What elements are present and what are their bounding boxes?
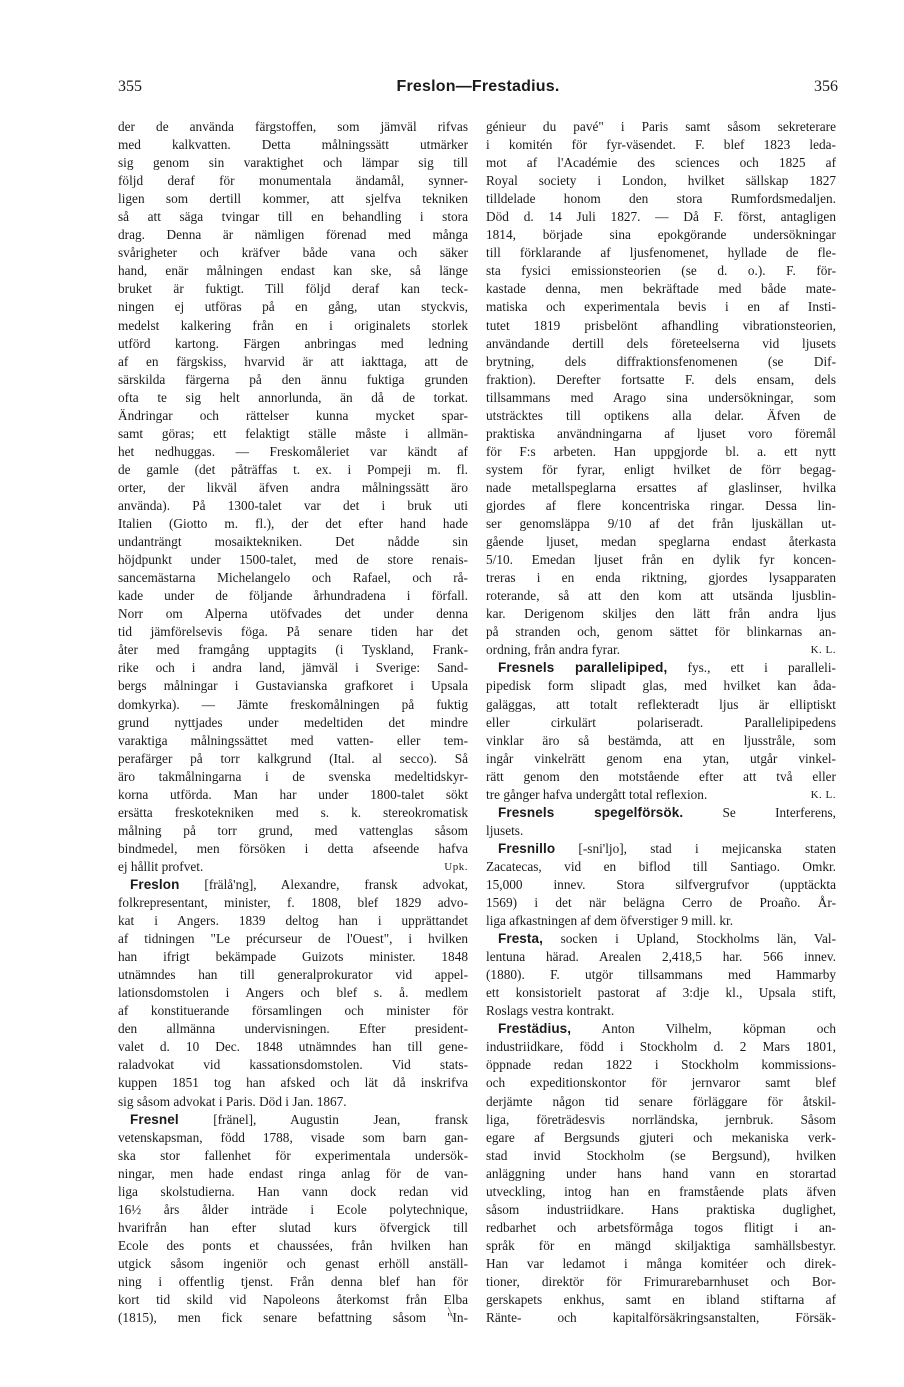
text-line	[118, 1237, 468, 1255]
text-line	[118, 353, 468, 371]
line-text: lentuna härad. Arealen 2,418,5 har. 566 innev.	[486, 949, 836, 965]
text-line	[486, 1093, 836, 1111]
headword: Fresnels spegelförsök.	[498, 804, 684, 820]
text-line	[486, 280, 836, 298]
line-text: tilldelade honom den stora Rumfordsmedaljen.	[486, 191, 836, 207]
line-text: perafärger på torr kalkgrund (Ital. al secco). Så	[118, 750, 468, 766]
text-line	[118, 641, 468, 659]
text-line	[486, 298, 836, 316]
line-text: kat i Angers. 1839 deltog han i upprättandet	[118, 913, 468, 929]
line-text: bindmedel, men försöken i detta afseende hafva	[118, 840, 468, 856]
line-text: Ecole des ponts et chaussées, från hvilken han	[118, 1237, 468, 1253]
line-text: raladvokat vid kassationsdomstolen. Vid stats-	[118, 1057, 468, 1073]
line-text: valet d. 10 Dec. 1848 utnämndes han till gene-	[118, 1039, 468, 1055]
text-line	[118, 984, 468, 1002]
line-text: [frälå'ng], Alexandre, fransk advokat,	[179, 876, 468, 892]
line-text: roterande, så att den kom att utsända ljusblin-	[486, 588, 836, 604]
line-text: Royal society i London, hvilket sällskap 1827	[486, 173, 836, 189]
text-line	[486, 984, 836, 1002]
line-text: derjämte någon tid senare förläggare för åtskil-	[486, 1093, 836, 1109]
text-line	[118, 750, 468, 768]
text-line	[486, 659, 836, 677]
line-text: fraktion). Derefter fortsatte F. dels ensam, dels	[486, 371, 836, 387]
headword: Fresnillo	[498, 840, 556, 856]
line-text: tre gånger hafva undergått total reflexion.	[486, 786, 708, 802]
line-text: Död d. 14 Juli 1827. — Då F. först, antagligen	[486, 209, 836, 225]
line-text: kastade denna, men bekräftade med både mate-	[486, 281, 836, 297]
line-text: Zacatecas, vid en biflod till Santiago. Omkr.	[486, 858, 836, 874]
text-line	[118, 714, 468, 732]
text-line	[118, 371, 468, 389]
line-text: utgick såsom ingeniör och genast erhöll anställ-	[118, 1255, 468, 1271]
text-line	[486, 1111, 836, 1129]
line-text: och expeditionskontor för jernvaror samt blef	[486, 1075, 836, 1091]
line-text: tid jämförelsevis föga. På senare tiden har det	[118, 624, 468, 640]
line-text: tioner, direktör för Frimurarebarnhuset och Bor-	[486, 1274, 836, 1289]
text-line	[118, 1002, 468, 1020]
text-line	[486, 1201, 836, 1219]
line-text: målning på torr grund, med vattenglas såsom	[118, 822, 468, 838]
text-line	[118, 858, 468, 876]
line-text: ningar, men hade endast ringa anlag för de van-	[118, 1165, 468, 1181]
text-line	[486, 515, 836, 533]
text-line	[486, 768, 836, 786]
line-text: (1815), men fick senare befattning såsom "In-	[118, 1310, 468, 1326]
text-line	[486, 1273, 836, 1291]
text-line	[486, 1291, 836, 1309]
text-line	[486, 605, 836, 623]
line-text: utsträcktes till optikens alla delar. Äfven de	[486, 407, 836, 423]
text-line	[486, 208, 836, 226]
line-text: pipedisk form slipadt glas, med hvilket kan åda-	[486, 678, 836, 694]
line-text: der de använda färgstoffen, som jämväl rifvas	[118, 119, 468, 134]
line-text: ej hållit profvet.	[118, 858, 204, 874]
text-line	[118, 696, 468, 714]
line-text: folkrepresentant, minister, f. 1808, blef 1829 advo-	[118, 895, 468, 911]
text-line	[486, 172, 836, 190]
line-text: 15,000 innev. Stora silfvergrufvor (upptäckta	[486, 876, 836, 892]
text-line	[486, 353, 836, 371]
text-line	[118, 551, 468, 569]
text-line	[486, 894, 836, 912]
text-line	[486, 1165, 836, 1183]
text-line	[118, 479, 468, 497]
text-line	[486, 786, 836, 804]
text-line	[118, 569, 468, 587]
text-line	[486, 136, 836, 154]
line-text: så att säga tvingar till en behandling i stora	[118, 209, 468, 225]
text-line	[118, 1111, 468, 1129]
line-text: liga afkastningen af dem öfverstiger 9 mill. kr.	[486, 913, 734, 929]
line-text: gerskapets enkhus, samt en ibland stiftarna af	[486, 1292, 836, 1308]
line-text: het nedhuggas. — Freskomåleriet var kändt af	[118, 443, 468, 459]
headword: Fresnel	[130, 1111, 179, 1127]
text-line	[486, 425, 836, 443]
line-text: för F:s arbeten. Han uppgjorde bl. a. ett nytt	[486, 443, 836, 459]
line-text: kar. Derigenom skiljes den lätt från andra ljus	[486, 606, 836, 622]
line-text: bruket är fuktigt. Till följd deraf kan teck-	[118, 281, 468, 297]
text-line	[118, 822, 468, 840]
text-line	[486, 190, 836, 208]
text-line	[118, 1309, 468, 1327]
text-line	[486, 930, 836, 948]
line-text: 5/10. Emedan ljuset från en dylik fyr koncen-	[486, 552, 836, 568]
line-text: fys., ett i paralleli-	[667, 660, 836, 676]
text-line	[118, 1038, 468, 1056]
line-text: anläggning under hans hand vann en storartad	[486, 1165, 836, 1181]
text-line	[118, 335, 468, 353]
text-line	[486, 569, 836, 587]
text-line	[486, 244, 836, 262]
running-title: Freslon—Frestadius.	[396, 78, 560, 95]
text-line	[118, 1056, 468, 1074]
text-line	[486, 262, 836, 280]
right-column	[486, 118, 836, 1327]
line-text: treras i en enda riktning, gjordes lysapparaten	[486, 570, 836, 586]
line-text: tutet 1819 prisbelönt afhandling vibrationsteorien,	[486, 317, 836, 333]
text-line	[486, 840, 836, 858]
text-line	[486, 371, 836, 389]
text-line	[486, 317, 836, 335]
line-text: kort tid skild vid Napoleons återkomst från Elba	[118, 1292, 468, 1308]
author-signature: Upk.	[444, 860, 468, 873]
text-line	[486, 912, 836, 930]
line-text: [-sni'ljo], stad i mejicanska staten	[555, 840, 836, 856]
text-line	[118, 298, 468, 316]
text-line	[118, 262, 468, 280]
text-line	[486, 641, 836, 659]
text-line	[486, 551, 836, 569]
line-text: sancemästarna Michelangelo och Rafael, och rå-	[118, 570, 468, 586]
line-text: åter med framgång upptagits (i Tyskland, Frank-	[118, 642, 468, 658]
line-text: undanträngt mosaiktekniken. Det nådde sin	[118, 534, 468, 550]
text-line	[486, 804, 836, 822]
text-line	[118, 136, 468, 154]
line-text: ersätta freskotekniken med s. k. stereokromatisk	[118, 804, 468, 820]
text-line	[118, 894, 468, 912]
text-line	[486, 461, 836, 479]
text-line	[118, 768, 468, 786]
line-text: särskilda färgerna på den ännu fuktiga grunden	[118, 371, 468, 387]
line-text: gjordes af flere koncentriska ringar. Dessa lin-	[486, 497, 836, 513]
line-text: Roslags vestra kontrakt.	[486, 1003, 615, 1019]
text-line	[486, 1183, 836, 1201]
text-line	[486, 1129, 836, 1147]
line-text: Norr om Alperna utöfvades det under denna	[118, 606, 468, 622]
text-line	[118, 280, 468, 298]
text-line	[118, 605, 468, 623]
text-line	[118, 732, 468, 750]
line-text: de gamle (det påträffas t. ex. i Pompeji m. fl.	[118, 461, 468, 477]
text-line	[486, 533, 836, 551]
line-text: 16½ års ålder inträde i Ecole polytechnique,	[118, 1201, 468, 1217]
line-text: ningen ej utföras på en gång, utan styckvis,	[118, 299, 468, 315]
text-line	[118, 1273, 468, 1291]
author-signature: K. L.	[810, 788, 836, 801]
text-line	[118, 623, 468, 641]
line-text: på stranden och, genom sättet för blinkarnas an-	[486, 624, 836, 640]
text-line	[486, 118, 836, 136]
text-line	[118, 1291, 468, 1309]
text-line	[118, 948, 468, 966]
headword: Fresta,	[498, 931, 543, 947]
text-line	[486, 389, 836, 407]
page-header	[118, 78, 838, 104]
text-line	[486, 1056, 836, 1074]
text-line	[118, 1129, 468, 1147]
text-line	[486, 226, 836, 244]
line-text: sig såsom advokat i Paris. Död i Jan. 1867.	[118, 1093, 347, 1109]
line-text: (1880). F. utgör tillsammans med Hammarby	[486, 967, 836, 983]
line-text: ljusets.	[486, 822, 524, 838]
text-line	[486, 443, 836, 461]
line-text: ett konsistorielt pastorat af 3:dje kl., Upsala stift,	[486, 985, 836, 1001]
line-text: varaktiga målningssättet med vatten- eller tem-	[118, 732, 468, 748]
text-line	[486, 858, 836, 876]
text-line	[118, 1074, 468, 1092]
text-line	[118, 786, 468, 804]
line-text: såsom industriidkare. Hans praktiska duglighet,	[486, 1201, 836, 1217]
line-text: den allmänna undervisningen. Efter president-	[118, 1021, 468, 1037]
text-line	[118, 930, 468, 948]
line-text: kade under de följande århundradena i förfall.	[118, 588, 468, 604]
line-text: redbarhet och arbetsförmåga togos flitigt i an-	[486, 1219, 836, 1235]
line-text: vetenskapsman, född 1788, visade som barn gan-	[118, 1129, 468, 1145]
page-number-left: 355	[118, 78, 142, 95]
text-line	[118, 190, 468, 208]
text-line	[118, 1020, 468, 1038]
text-line	[486, 1237, 836, 1255]
line-text: galäggas, att totalt reflekteradt ljus är elliptiskt	[486, 696, 836, 712]
line-text: [fränel], Augustin Jean, fransk	[178, 1111, 468, 1127]
text-line	[118, 912, 468, 930]
text-line	[118, 154, 468, 172]
line-text: använda). På 1300-talet var det i bruk uti	[118, 497, 468, 513]
line-text: génieur du pavé" i Paris samt såsom sekreterare	[486, 119, 836, 134]
text-line	[118, 1219, 468, 1237]
text-line	[118, 659, 468, 677]
text-line	[118, 389, 468, 407]
text-line	[118, 461, 468, 479]
text-line	[486, 1147, 836, 1165]
line-text: Anton Vilhelm, köpman och	[571, 1021, 836, 1037]
text-line	[118, 1093, 468, 1111]
text-line	[118, 966, 468, 984]
line-text: medelst kalkering från en i originalets storlek	[118, 317, 468, 333]
line-text: rätt genom den motstående efter att två eller	[486, 768, 836, 784]
line-text: ska stor fallenhet för experimentala undersök-	[118, 1147, 468, 1163]
line-text: liga, företrädesvis norrländska, jernbruk. Såsom	[486, 1111, 836, 1127]
text-line	[118, 804, 468, 822]
line-text: drag. Denna är nämligen förenad med många	[118, 227, 468, 243]
stray-mark	[446, 1306, 458, 1324]
line-text: 1569) i det när belägna Cerro de Proaño. År-	[486, 895, 836, 911]
line-text: eller cirkulärt polariseradt. Parallelipipedens	[486, 714, 836, 730]
line-text: sta fysici emissionsteorien (se d. o.). F. för-	[486, 263, 836, 279]
text-line	[486, 948, 836, 966]
line-text: Italien (Giotto m. fl.), der det efter hand hade	[118, 516, 468, 532]
line-text: grund nyttjades under medeltiden det mindre	[118, 714, 468, 730]
text-line	[486, 335, 836, 353]
line-text: svårigheter och kräfver både vana och säker	[118, 245, 468, 261]
line-text: kuppen 1851 tog han afsked och lät då inskrifva	[118, 1075, 468, 1091]
line-text: domkyrka). — Jämte freskomålningen på fuktig	[118, 696, 468, 712]
text-line	[486, 696, 836, 714]
text-line	[118, 1183, 468, 1201]
line-text: ofta te sig helt annorlunda, än då de torkat.	[118, 389, 468, 405]
text-line	[118, 226, 468, 244]
text-line	[118, 840, 468, 858]
line-text: matiska och experimentala bevis i en af Insti-	[486, 299, 836, 315]
text-line	[486, 1219, 836, 1237]
headword: Fresnels parallelipiped,	[498, 660, 668, 676]
text-line	[486, 750, 836, 768]
line-text: ordning, från andra fyrar.	[486, 642, 621, 658]
line-text: liga skolstudierna. Han vann dock redan vid	[118, 1183, 468, 1199]
text-line	[486, 1038, 836, 1056]
line-text: af tidningen "Le précurseur de l'Ouest", i hvilken	[118, 931, 468, 947]
line-text: Ränte- och kapitalförsäkringsanstalten, Försäk-	[486, 1310, 836, 1326]
text-line	[118, 407, 468, 425]
line-text: orter, der likväl äfven andra målningssätt äro	[118, 479, 468, 495]
text-line	[486, 407, 836, 425]
text-line	[118, 443, 468, 461]
line-text: sig genom sin varaktighet och lämpar sig till	[118, 155, 468, 171]
line-text: praktiska användningarna af ljuset voro föremål	[486, 425, 836, 441]
line-text: användande dertill dels företeelserna vid ljusets	[486, 335, 836, 351]
line-text: vinklar äro så bestämda, att en ljusstråle, som	[486, 732, 836, 748]
line-text: socken i Upland, Stockholms län, Val-	[542, 931, 836, 947]
text-line	[486, 479, 836, 497]
text-line	[118, 172, 468, 190]
line-text: Han var ledamot i många komitéer och direk-	[486, 1255, 836, 1271]
text-line	[486, 1074, 836, 1092]
text-line	[118, 1255, 468, 1273]
text-line	[486, 966, 836, 984]
line-text: egare af Bergsunds gjuteri och mekaniska verk-	[486, 1129, 836, 1145]
line-text: språk för en mängd skiljaktiga samhällsbestyr.	[486, 1237, 836, 1253]
text-line	[118, 876, 468, 894]
line-text: höjdpunkt under 1500-talet, med de store renais-	[118, 552, 468, 568]
text-line	[486, 822, 836, 840]
left-column	[118, 118, 468, 1327]
line-text: mot af l'Académie des sciences och 1825 af	[486, 155, 836, 171]
line-text: hand, enär målningen endast kan ske, så länge	[118, 263, 468, 279]
text-line	[118, 1201, 468, 1219]
text-line	[486, 714, 836, 732]
text-line	[118, 1165, 468, 1183]
line-text: ingår vinkelrätt genom ena ytan, utgår vinkel-	[486, 750, 836, 766]
line-text: äro takmålningarna i de svenska medeltidskyr-	[118, 768, 468, 784]
line-text: lationsdomstolen i Angers och blef s. å. medlem	[118, 985, 468, 1001]
line-text: tillsammans med Arago sina undersökningar, som	[486, 389, 836, 405]
text-line	[486, 876, 836, 894]
line-text: af en färgskiss, hvarvid är att iakttaga, att de	[118, 353, 468, 369]
text-line	[486, 677, 836, 695]
line-text: gående ljuset, medan speglarna endast återkasta	[486, 534, 836, 550]
line-text: stad invid Stockholm (se Bergsund), hvilken	[486, 1147, 836, 1163]
line-text: följd deraf för monumentala ändamål, synner-	[118, 173, 468, 189]
text-line	[486, 1002, 836, 1020]
page-number-right: 356	[813, 78, 838, 95]
line-text: Se Interferens,	[683, 804, 836, 820]
line-text: utförd kartong. Färgen anbringas med ledning	[118, 335, 468, 351]
text-line	[118, 118, 468, 136]
line-text: korna utförda. Man har under 1800-talet sökt	[118, 786, 468, 802]
line-text: han ifrigt bekämpade Guizots minister. 1848	[118, 949, 468, 965]
line-text: system för fyrar, enligt hvilket de förr begag-	[486, 461, 836, 477]
text-line	[486, 732, 836, 750]
text-line	[486, 1020, 836, 1038]
line-text: till förklarande af ljusfenomenet, hyllade de fle-	[486, 245, 836, 261]
line-text: Ändringar och rättelser kunna mycket spar-	[118, 407, 468, 423]
line-text: utveckling, intog han en framstående plats äfven	[486, 1183, 836, 1199]
text-line	[118, 425, 468, 443]
text-line	[118, 515, 468, 533]
text-line	[486, 1255, 836, 1273]
text-line	[486, 154, 836, 172]
line-text: i komitén för fyr-väsendet. F. blef 1823 leda-	[486, 137, 836, 153]
line-text: samt göras; ett felaktigt ställe måste i allmän-	[118, 425, 468, 441]
text-line	[118, 244, 468, 262]
text-line	[118, 587, 468, 605]
line-text: nade metallspeglarna ersattes af glaslinser, hvilka	[486, 479, 836, 495]
line-text: brytning, dels diffraktionsfenomenen (se Dif-	[486, 353, 836, 369]
line-text: med kalkvatten. Detta målningssätt utmärker	[118, 137, 468, 153]
text-line	[118, 317, 468, 335]
text-line	[486, 497, 836, 515]
line-text: bergs målningar i Gustavianska grafkoret i Upsala	[118, 678, 468, 694]
line-text: öppnade redan 1822 i Stockholm kommissions-	[486, 1057, 836, 1073]
text-line	[118, 208, 468, 226]
text-line	[486, 1309, 836, 1327]
line-text: ning i offentlig tjenst. Från denna blef han för	[118, 1274, 468, 1289]
line-text: ligen som dertill kommer, att sjelfva tekniken	[118, 191, 468, 207]
line-text: utnämndes han till generalprokurator vid appel-	[118, 967, 468, 983]
line-text: 1814, började sina epokgörande undersökningar	[486, 227, 836, 243]
text-line	[486, 623, 836, 641]
author-signature: K. L.	[810, 644, 836, 657]
line-text: ser genomsläppa 9/10 af det från ljuskällan ut-	[486, 516, 836, 532]
text-line	[118, 533, 468, 551]
headword: Freslon	[130, 876, 180, 892]
text-line	[118, 497, 468, 515]
text-line	[118, 1147, 468, 1165]
line-text: rike och i andra land, jämväl i Sverige: Sand-	[118, 660, 468, 676]
line-text: hvarifrån han efter slutad kurs öfvergick till	[118, 1219, 468, 1235]
line-text: af konstituerande församlingen och minister för	[118, 1003, 468, 1019]
text-line	[486, 587, 836, 605]
line-text: industriidkare, född i Stockholm d. 2 Mars 1801,	[486, 1039, 836, 1055]
headword: Frestädius,	[498, 1021, 572, 1037]
text-line	[118, 677, 468, 695]
